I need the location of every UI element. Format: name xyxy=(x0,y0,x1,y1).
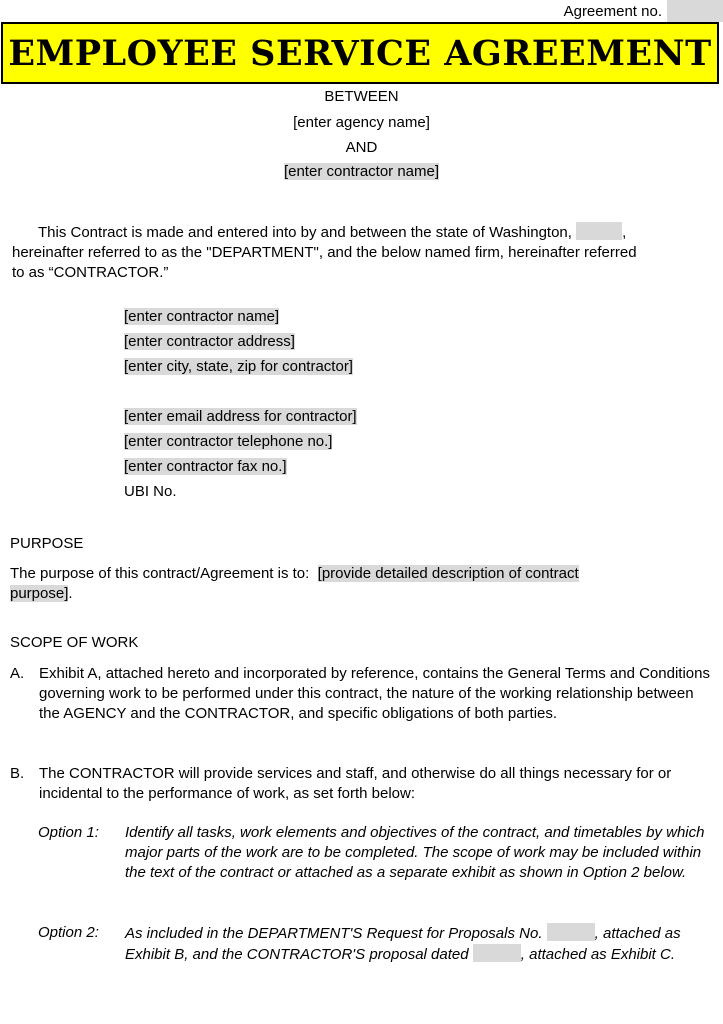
option-1-label: Option 1: xyxy=(38,824,99,841)
option-2-text-b: , attached as Exhibit B, and the CONTRACTOR'S proposal dated xyxy=(125,925,681,963)
option-2-label: Option 2: xyxy=(38,924,99,941)
agency-name-placeholder[interactable]: [enter agency name] xyxy=(293,114,430,131)
item-a-text: Exhibit A, attached hereto and incorporated by reference, contains the General Terms and Conditions governing work to be performed under this contract, the nature of the working relationship between the AGENCY and the CONTRACTOR, and specific obligations of both parties. xyxy=(39,665,710,722)
date-blank-field[interactable] xyxy=(576,222,622,240)
agreement-no-field[interactable] xyxy=(667,0,723,22)
scope-item-a xyxy=(10,664,715,724)
title-banner xyxy=(1,22,719,84)
intro-line-3: to as “CONTRACTOR.” xyxy=(12,264,169,281)
proposal-date-field[interactable] xyxy=(473,944,521,962)
rfp-number-field[interactable] xyxy=(547,923,595,941)
contractor-fax-input[interactable]: [enter contractor fax no.] xyxy=(124,458,287,475)
contractor-info-block xyxy=(124,304,357,504)
intro-line-2: hereinafter referred to as the "DEPARTMENT", and the below named firm, hereinafter referred xyxy=(12,244,637,261)
contractor-name-field[interactable]: [enter contractor name] xyxy=(283,163,440,180)
purpose-paragraph xyxy=(10,564,710,604)
contractor-phone-input[interactable]: [enter contractor telephone no.] xyxy=(124,433,333,450)
item-b-text: The CONTRACTOR will provide services and staff, and otherwise do all things necessary for or incidental to the performance of work, as set forth below: xyxy=(39,765,672,802)
option-2 xyxy=(38,923,716,965)
agreement-number xyxy=(564,0,723,22)
agency-name-line xyxy=(0,114,723,131)
option-2-text xyxy=(125,923,716,965)
intro-line-1-end: , xyxy=(622,224,627,241)
document-title: EMPLOYEE SERVICE AGREEMENT xyxy=(8,32,712,74)
purpose-text: The purpose of this contract/Agreement is to: xyxy=(10,565,310,582)
contractor-email-input[interactable]: [enter email address for contractor] xyxy=(124,408,357,425)
agreement-no-label: Agreement no. xyxy=(563,2,662,20)
option-1-text: Identify all tasks, work elements and objectives of the contract, and timetables by which major parts of the work are to be completed. The scope of work may be included within the text of the contract or attached as a separate exhibit as shown in Option 2 below. xyxy=(125,824,705,881)
purpose-field-part-2[interactable]: purpose] xyxy=(10,585,69,602)
purpose-heading: PURPOSE xyxy=(10,535,84,552)
scope-item-b xyxy=(10,764,715,804)
scope-heading: SCOPE OF WORK xyxy=(10,634,139,651)
item-a-letter: A. xyxy=(10,665,25,682)
option-2-text-a: As included in the DEPARTMENT'S Request for Proposals No. xyxy=(125,925,543,942)
ubi-label: UBI No. xyxy=(124,483,177,500)
intro-line-1: This Contract is made and entered into by and between the state of Washington, xyxy=(38,224,572,241)
contractor-name-input[interactable]: [enter contractor name] xyxy=(124,308,280,325)
option-2-text-c: , attached as Exhibit C. xyxy=(520,946,676,963)
contractor-address-input[interactable]: [enter contractor address] xyxy=(124,333,295,350)
purpose-end: . xyxy=(68,585,73,602)
item-b-letter: B. xyxy=(10,765,25,782)
intro-paragraph xyxy=(12,222,712,283)
option-1 xyxy=(38,823,716,883)
and-label: AND xyxy=(345,139,378,156)
between-label: BETWEEN xyxy=(324,88,399,105)
contractor-name-line xyxy=(0,163,723,180)
contractor-city-input[interactable]: [enter city, state, zip for contractor] xyxy=(124,358,353,375)
purpose-field-part-1[interactable]: [provide detailed description of contract xyxy=(317,565,579,582)
